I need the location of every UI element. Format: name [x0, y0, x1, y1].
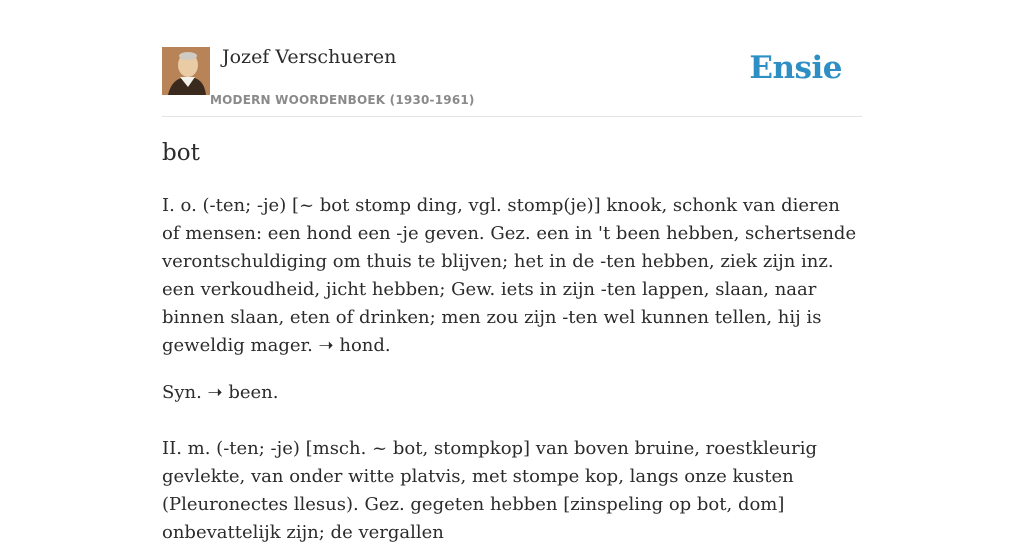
author-avatar[interactable]: [162, 47, 210, 95]
author-portrait-icon: [162, 47, 210, 95]
author-name[interactable]: Jozef Verschueren: [222, 46, 397, 68]
synonyms-line: Syn. ➝ been.: [162, 382, 279, 403]
dictionary-name[interactable]: MODERN WOORDENBOEK (1930-1961): [210, 93, 475, 107]
definition-1: I. o. (-ten; -je) [~ bot stomp ding, vgl. stomp(je)] knook, schonk van dieren of mensen: een hond een -je geven. Gez. een in 't been hebben, schertsende verontschuldiging om thuis te blijven; het in de -ten hebben, ziek zijn inz. een verkoudheid, jicht hebben; Gew. iets in zijn -ten lappen, slaan, naar binnen slaan, eten of drinken; men zou zijn -ten wel kunnen tellen, hij is geweldig mager. ➝ hond.: [162, 195, 857, 356]
page-container: [162, 0, 862, 543]
ensie-logo[interactable]: Ensie: [749, 50, 842, 86]
entry-headword: bot: [162, 140, 200, 166]
entry-header: [162, 0, 862, 117]
definition-2: II. m. (-ten; -je) [msch. ~ bot, stompkop] van boven bruine, roestkleurig gevlekte, van onder witte platvis, met stompe kop, langs onze kusten (Pleuronectes llesus). Gez. gegeten hebben [zinspeling op bot, dom] onbevattelijk zijn; de vergallen: [162, 438, 818, 543]
